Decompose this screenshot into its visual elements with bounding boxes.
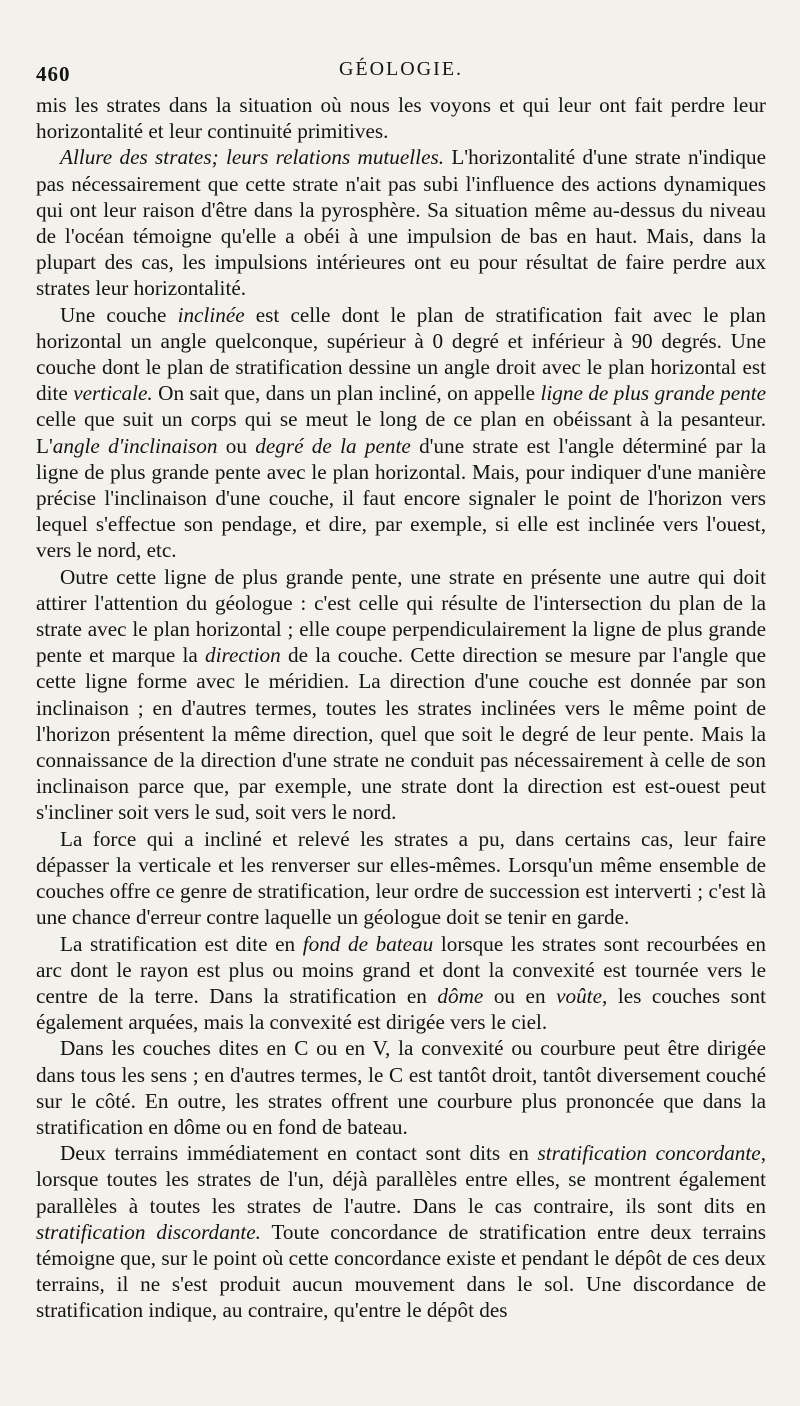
text-run: de la couche. Cette direction se mesure par l'angle que cette ligne forme avec le méridien. La direction d'une couche est donnée par son inclinaison ; en d'autres termes, toutes les strates inclinées vers le même point de l'horizon présentent la même direction, quel que soit le degré de leur pente. Mais la connaissance de la direction d'une strate ne conduit pas nécessairement à celle de son inclinaison parce que, par exemple, une strate dont la direction est est-ouest peut s'incliner soit vers le sud, soit vers le nord. bbox=[36, 643, 766, 825]
paragraph bbox=[36, 302, 766, 564]
text-run: , lorsque toutes les strates de l'un, déjà parallèles entre elles, se montrent également parallèles à toutes les strates de l'autre. Dans le cas contraire, ils sont dits en bbox=[36, 1141, 766, 1218]
body-text bbox=[36, 92, 766, 1324]
text-run: Toute concordance de stratification entre deux terrains témoigne que, sur le point où cette concordance existe et pendant le dépôt de ces deux terrains, il ne s'est produit aucun mouvement dans le sol. Une discordance de stratification indique, au contraire, qu'entre le dépôt des bbox=[36, 1219, 766, 1323]
text-run: Une couche bbox=[60, 302, 178, 327]
text-run: ou en bbox=[483, 983, 557, 1008]
running-head bbox=[36, 58, 766, 92]
running-title: GÉOLOGIE. bbox=[338, 58, 464, 80]
paragraph bbox=[36, 144, 766, 301]
italic-term: dôme bbox=[437, 983, 484, 1008]
italic-term: stratification concordante bbox=[537, 1141, 761, 1166]
page-number: 460 bbox=[36, 62, 71, 86]
italic-term: inclinée bbox=[177, 302, 245, 327]
italic-term: Allure des strates; leurs relations mutuelles. bbox=[60, 145, 445, 170]
text-run: La stratification est dite en bbox=[60, 931, 303, 956]
text-run: La force qui a incliné et relevé les strates a pu, dans certains cas, leur faire dépasser la verticale et les renverser sur elles-mêmes. Lorsqu'un même ensemble de couches offre ce genre de stratification, leur ordre de succession est interverti ; c'est là une chance d'erreur contre laquelle un géologue doit se tenir en garde. bbox=[36, 826, 766, 930]
text-run: , les couches sont également arquées, mais la convexité est dirigée vers le ciel. bbox=[36, 983, 766, 1035]
italic-term: degré de la pente bbox=[255, 433, 411, 458]
italic-term: stratification discordante. bbox=[36, 1219, 261, 1244]
text-run: L'horizontalité d'une strate n'indique pas nécessairement que cette strate n'ait pas subi l'influence des actions dynamiques qui ont leur raison d'être dans la pyrosphère. Sa situation même au-dessus du niveau de l'océan témoigne qu'elle a obéi à une impulsion de bas en haut. Mais, dans la plupart des cas, les impulsions intérieures ont eu pour résultat de faire perdre aux strates leur horizontalité. bbox=[36, 145, 766, 301]
paragraph bbox=[36, 92, 766, 144]
text-run: Dans les couches dites en C ou en V, la convexité ou courbure peut être dirigée dans tous les sens ; en d'autres termes, le C est tantôt droit, tantôt diversement couché sur le côté. En outre, les strates offrent une courbure plus prononcée que dans la stratification en dôme ou en fond de bateau. bbox=[36, 1036, 766, 1139]
italic-term: angle d'inclinaison bbox=[52, 433, 218, 458]
text-run: Outre cette ligne de plus grande pente, une strate en présente une autre qui doit attirer l'attention du géologue : c'est celle qui résulte de l'intersection du plan de la strate avec le plan horizontal ; elle coupe perpendiculairement la ligne de plus grande pente et marque la bbox=[36, 564, 766, 668]
text-run: est celle dont le plan de stratification fait avec le plan horizontal un angle quelconque, supérieur à 0 degré et inférieur à 90 degrés. Une couche dont le plan de stratification dessine un angle droit avec le plan horizontal est dite bbox=[36, 302, 766, 406]
text-run: On sait que, dans un plan incliné, on appelle bbox=[152, 381, 541, 406]
text-run: lorsque les strates sont recourbées en arc dont le rayon est plus ou moins grand et dont la convexité est tournée vers le centre de la terre. Dans la stratification en bbox=[36, 931, 766, 1008]
italic-term: verticale. bbox=[73, 381, 153, 406]
paragraph bbox=[36, 1140, 766, 1323]
italic-term: voûte bbox=[556, 983, 602, 1008]
text-run: ou bbox=[217, 433, 256, 458]
text-run: d'une strate est l'angle déterminé par la ligne de plus grande pente avec le plan horizontal. Mais, pour indiquer d'une manière précise l'inclinaison d'une couche, il faut encore signaler le point de l'horizon vers lequel s'effectue son pendage, et dire, par exemple, si elle est inclinée vers l'ouest, vers le nord, etc. bbox=[36, 433, 766, 563]
paragraph bbox=[36, 931, 766, 1036]
text-run: mis les strates dans la situation où nous les voyons et qui leur ont fait perdre leur horizontalité et leur continuité primitives. bbox=[36, 93, 766, 144]
paragraph bbox=[36, 564, 766, 826]
paragraph bbox=[36, 1035, 766, 1140]
italic-term: direction bbox=[205, 643, 281, 668]
italic-term: fond de bateau bbox=[302, 931, 434, 956]
paragraph bbox=[36, 826, 766, 931]
text-run: Deux terrains immédiatement en contact sont dits en bbox=[60, 1141, 538, 1166]
italic-term: ligne de plus grande pente bbox=[540, 381, 766, 406]
text-run: celle que suit un corps qui se meut le long de ce plan en obéissant à la pesanteur. L' bbox=[36, 407, 766, 458]
